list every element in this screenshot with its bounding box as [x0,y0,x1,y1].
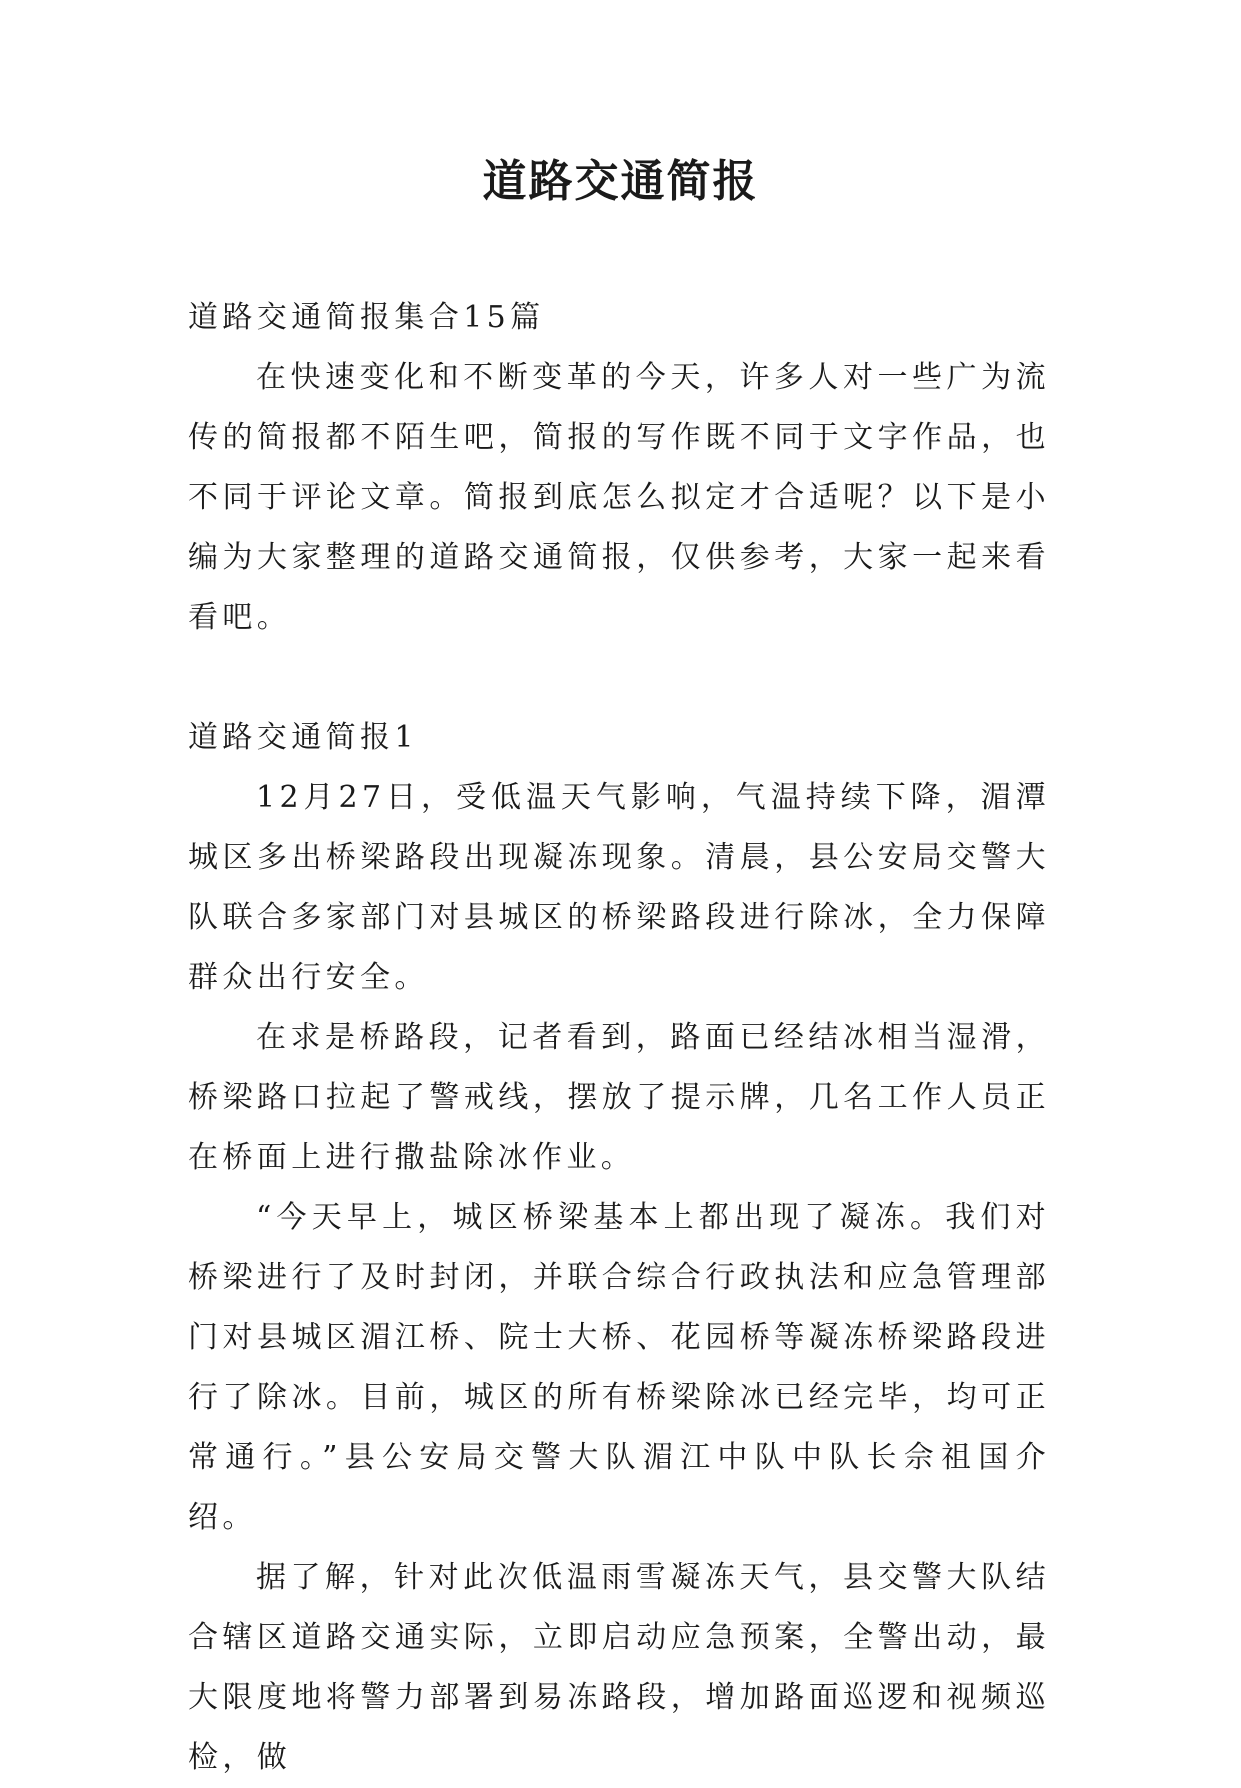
collection-subtitle: 道路交通简报集合15篇 [188,300,545,335]
section-spacer [188,648,1050,708]
body-paragraph: 据了解，针对此次低温雨雪凝冻天气，县交警大队结合辖区道路交通实际，立即启动应急预案，全警出动，最大限度地将警力部署到易冻路段，增加路面巡逻和视频巡检，做 [188,1560,1050,1775]
section-heading: 道路交通简报1 [188,720,418,755]
document-title: 道路交通简报 [482,156,759,207]
intro-paragraph: 在快速变化和不断变革的今天，许多人对一些广为流传的简报都不陌生吧，简报的写作既不同于文字作品，也不同于评论文章。简报到底怎么拟定才合适呢？以下是小编为大家整理的道路交通简报，仅供参考，大家一起来看看吧。 [188,360,1050,635]
body-paragraph: “今天早上，城区桥梁基本上都出现了凝冻。我们对桥梁进行了及时封闭，并联合综合行政执法和应急管理部门对县城区湄江桥、院士大桥、花园桥等凝冻桥梁路段进行了除冰。目前，城区的所有桥梁除冰已经完毕，均可正常通行。”县公安局交警大队湄江中队中队长佘祖国介绍。 [188,1200,1050,1535]
body-paragraph: 在求是桥路段，记者看到，路面已经结冰相当湿滑，桥梁路口拉起了警戒线，摆放了提示牌，几名工作人员正在桥面上进行撒盐除冰作业。 [188,1020,1050,1175]
body-paragraph: 12月27日，受低温天气影响，气温持续下降，湄潭城区多出桥梁路段出现凝冻现象。清晨，县公安局交警大队联合多家部门对县城区的桥梁路段进行除冰，全力保障群众出行安全。 [188,780,1050,995]
document-body [188,288,1050,1788]
